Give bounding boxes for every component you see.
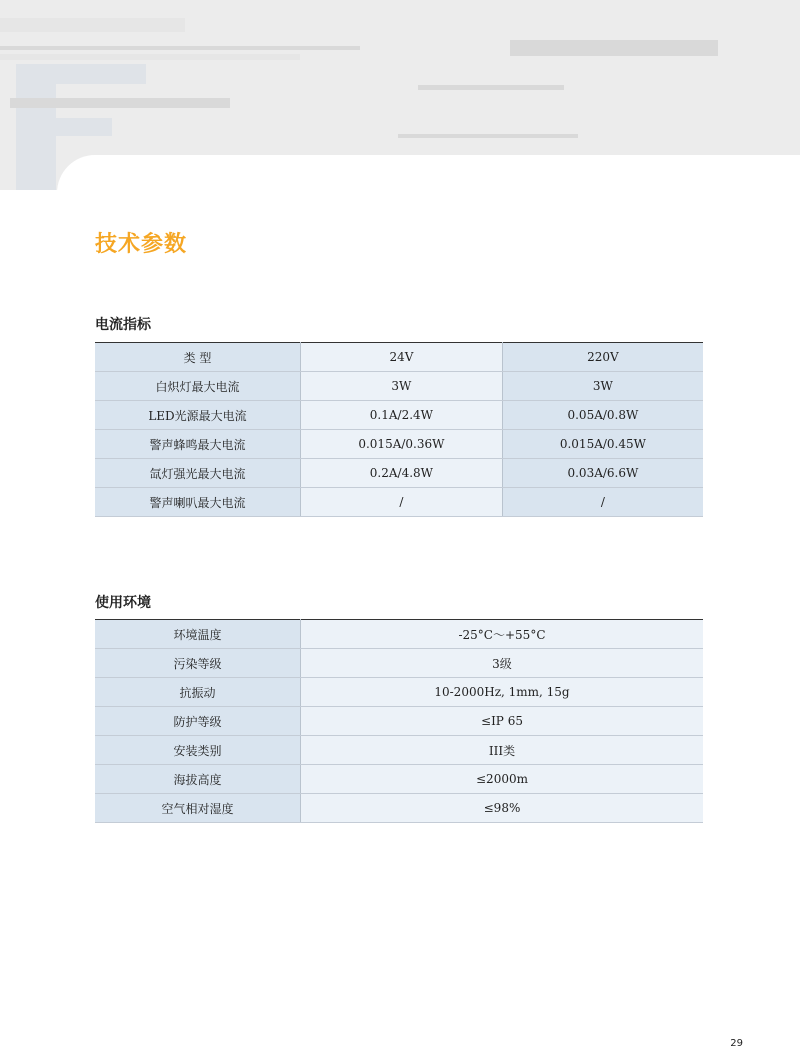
- row-label: 氙灯强光最大电流: [95, 459, 301, 488]
- cell-220v: /: [502, 488, 703, 517]
- cell-24v: 0.2A/4.8W: [301, 459, 503, 488]
- decor-letter-e-arm: [16, 64, 146, 84]
- row-value: 10-2000Hz, 1mm, 15g: [301, 678, 704, 707]
- table-row: [95, 488, 703, 517]
- table-row: [95, 401, 703, 430]
- decor-letter-e-arm: [16, 118, 112, 136]
- row-label: LED光源最大电流: [95, 401, 301, 430]
- decor-stripe: [0, 46, 360, 50]
- current-section-title: 电流指标: [95, 317, 151, 333]
- environment-spec-table: [95, 619, 703, 823]
- row-value: ≤IP 65: [301, 707, 704, 736]
- decor-stripe: [418, 85, 564, 90]
- decor-stripe: [10, 98, 230, 108]
- table-row: [95, 794, 703, 823]
- cell-220v: 0.03A/6.6W: [502, 459, 703, 488]
- row-label: 环境温度: [95, 620, 301, 649]
- table-row: [95, 430, 703, 459]
- row-label: 白炽灯最大电流: [95, 372, 301, 401]
- table-row: [95, 736, 703, 765]
- table-row: [95, 678, 703, 707]
- cell-220v: 3W: [502, 372, 703, 401]
- decor-stripe: [510, 40, 718, 56]
- cell-24v: 3W: [301, 372, 503, 401]
- table-row: [95, 620, 703, 649]
- decor-stripe: [0, 54, 300, 60]
- environment-section-title: 使用环境: [95, 595, 151, 611]
- cell-24v: 0.1A/2.4W: [301, 401, 503, 430]
- table-row: [95, 459, 703, 488]
- row-label: 海拔高度: [95, 765, 301, 794]
- row-label: 警声蜂鸣最大电流: [95, 430, 301, 459]
- header-cell-220v: 220V: [502, 343, 703, 372]
- current-spec-table: [95, 342, 703, 517]
- table-row: [95, 765, 703, 794]
- row-label: 警声喇叭最大电流: [95, 488, 301, 517]
- row-value: III类: [301, 736, 704, 765]
- row-value: ≤98%: [301, 794, 704, 823]
- row-label: 空气相对湿度: [95, 794, 301, 823]
- page-number: 29: [730, 1038, 743, 1049]
- row-label: 防护等级: [95, 707, 301, 736]
- decor-stripe: [0, 18, 185, 32]
- cell-24v: /: [301, 488, 503, 517]
- table-row: [95, 649, 703, 678]
- row-value: -25°C～+55°C: [301, 620, 704, 649]
- row-label: 抗振动: [95, 678, 301, 707]
- header-cell-type: 类 型: [95, 343, 301, 372]
- row-label: 污染等级: [95, 649, 301, 678]
- row-value: ≤2000m: [301, 765, 704, 794]
- row-label: 安装类别: [95, 736, 301, 765]
- row-value: 3级: [301, 649, 704, 678]
- header-cell-24v: 24V: [301, 343, 503, 372]
- cell-24v: 0.015A/0.36W: [301, 430, 503, 459]
- cell-220v: 0.05A/0.8W: [502, 401, 703, 430]
- page-title: 技术参数: [95, 232, 188, 257]
- decor-stripe: [398, 134, 578, 138]
- table-row: [95, 372, 703, 401]
- content-panel: [57, 155, 800, 1057]
- cell-220v: 0.015A/0.45W: [502, 430, 703, 459]
- table-header-row: [95, 343, 703, 372]
- table-row: [95, 707, 703, 736]
